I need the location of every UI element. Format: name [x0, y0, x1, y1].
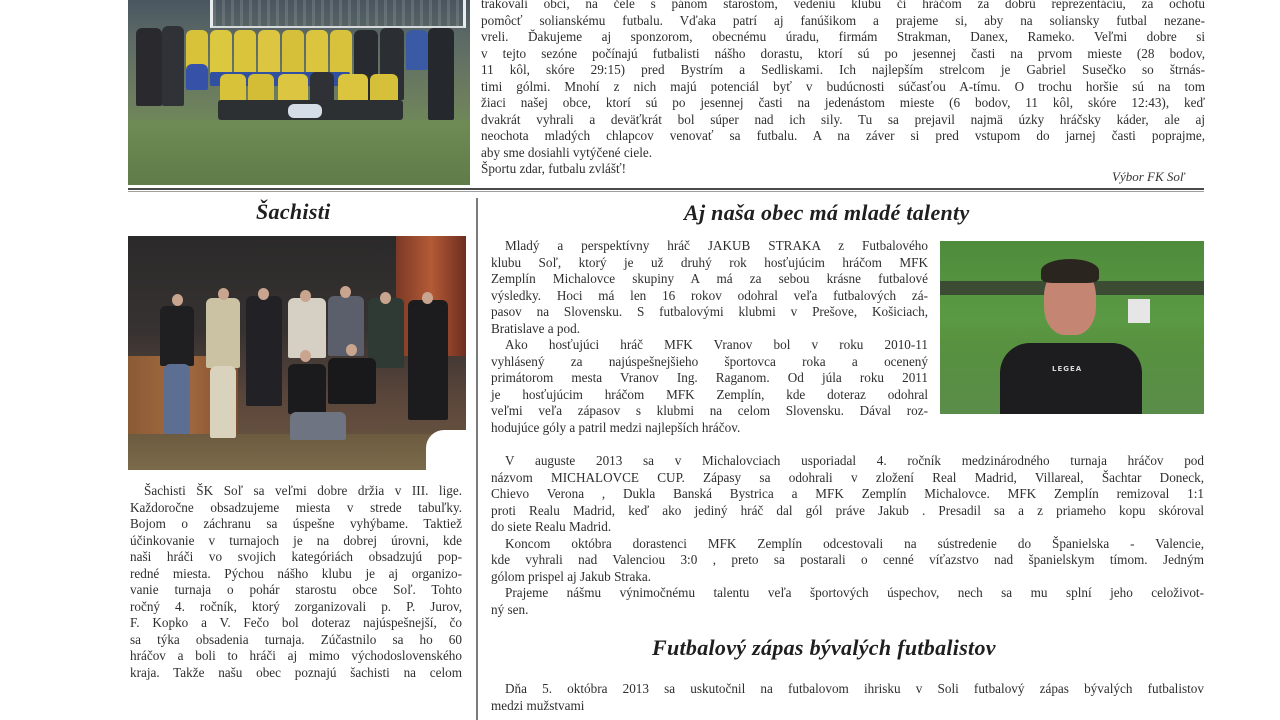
text-line: Šachisti ŠK Soľ sa veľmi dobre držia v III. lige.: [144, 483, 462, 498]
text-line: Bojom o záchranu sa úspešne vyhýbame. Taktiež: [130, 516, 462, 531]
text-line: proti Realu Madrid, keď ako jediný hráč dal gól práve Jakub . Presadil sa a z priameho kopu skóroval: [491, 502, 1204, 518]
talent-text-narrow: [491, 238, 928, 436]
text-line: klubu Soľ, ktorý je už druhý rok hosťujúcim hráčom MFK: [491, 254, 928, 270]
football-report-text: [481, 0, 1205, 178]
text-line: hodujúce góly a patril medzi najlepších hráčov.: [491, 419, 741, 435]
shirt-logo: LEGEA: [1052, 365, 1083, 373]
chess-players-photo: [128, 236, 466, 470]
text-line: výsledky. Hoci má len 16 rokov odohral veľa futbalových zá-: [491, 287, 928, 303]
text-line: Prajeme nášmu výnimočnému talentu veľa športových úspechov, nech sa mu splní jeho celoživot-: [505, 585, 1204, 600]
text-line: Ako hosťujúci hráč MFK Vranov bol v roku 2010-11: [505, 337, 928, 352]
text-line: 11 kôl, skóre 29:15) pred Bystrím a Sedliskami. Ich najlepším strelcom je Gabriel Susečko so štrnás-: [481, 62, 1205, 77]
goal-net: [210, 0, 466, 28]
football-team-photo: [128, 0, 470, 185]
oldboys-text: [491, 681, 1204, 714]
text-line: do siete Realu Madrid.: [491, 519, 612, 534]
text-line: ný sen.: [491, 601, 529, 617]
text-line: Každoročne obsadzujeme miesta v strede tabuľky.: [130, 499, 462, 515]
text-line: veľmi veľa zápasov s klubmi na celom Slovensku. Dával roz-: [491, 403, 928, 418]
text-line: vanie turnaja o pohár starostu obce Soľ. Tohto: [130, 582, 462, 597]
talent-heading: Aj naša obec má mladé talenty: [684, 200, 970, 225]
text-line: Mladý a perspektívny hráč JAKUB STRAKA z Futbalového: [505, 238, 928, 253]
text-line: kraja. Takže našu obec poznajú šachisti na celom: [130, 664, 462, 680]
text-line: žiaci našej obce, ktorí sú po jesennej časti na jedenástom mieste (6 bodov, 11 kôl, skóre 12:43), keď: [481, 95, 1205, 110]
text-line: medzi mužstvami: [491, 697, 585, 713]
text-line: V auguste 2013 sa v Michalovciach usporiadal 4. ročník medzinárodného turnaja hráčov pod: [505, 453, 1204, 468]
text-line: neochota mladých chlapcov venovať sa futbalu. A na záver si pred vstupom do jarnej časti poprajme,: [481, 128, 1205, 143]
jakub-straka-photo: [940, 241, 1204, 414]
text-line: dvakrát vyhrali a deväťkrát bol súper nad ich sily. Tu sa prejavil najmä úzky hráčsky káder, ale aj: [481, 111, 1205, 127]
pitch: [128, 120, 470, 185]
text-line: Chievo Verona , Dukla Banská Bystrica a MFK Zemplín Michalovce. MFK Zemplín remizoval 1:1: [491, 486, 1204, 501]
text-line: v tejto sezóne počínajú futbalisti nášho dorastu, ktorí sú po jesennej časti na prvom mieste (28 bodov,: [481, 45, 1205, 61]
text-line: F. Kopko a V. Fečo bol doteraz najúspešnejší, čo: [130, 615, 462, 630]
text-line: Dňa 5. októbra 2013 sa uskutočnil na futbalovom ihrisku v Soli futbalový zápas bývalých futbalistov: [505, 681, 1204, 696]
text-line: naši hráči vo svojich kategóriách obsadzujú pop-: [130, 549, 462, 564]
text-line: gólom prispel aj Jakub Straka.: [491, 568, 652, 584]
chess-heading: Šachisti: [256, 199, 331, 224]
football-report-signature: Výbor FK Soľ: [1112, 169, 1185, 184]
text-line: je hosťujúcim hráčom MFK Zemplín, kde doteraz odohral: [491, 386, 928, 402]
text-line: redné miesta. Pýchou nášho klubu je aj organizo-: [130, 565, 462, 581]
text-line: pomôcť solianskému futbalu. Vďaka patrí aj fanúšikom a prajeme si, aby na soliansky futbal nezane-: [481, 12, 1205, 28]
text-line: trakovali obci, na čele s pánom starostom, vedeniu klubu či hráčom za dobrú reprezentáciu, za ochotu: [481, 0, 1205, 11]
text-line: názvom MICHALOVCE CUP. Zápasy sa odohrali v zložení Real Madrid, Villareal, Šachtar Doneck,: [491, 469, 1204, 485]
text-line: vreli. Ďakujeme aj sponzorom, obecnému úradu, firmám Strakman, Danex, Rameko. Veľmi dobre si: [481, 29, 1205, 44]
text-line: Športu zdar, futbalu zvlášť!: [481, 161, 626, 176]
section-divider: [128, 188, 1204, 190]
text-line: primátorom mesta Vranov Ing. Raganom. Od júla roku 2011: [491, 370, 928, 385]
section-divider-shadow: [128, 191, 1204, 192]
text-line: hráčov a boli to hráči aj mimo východoslovenského: [130, 648, 462, 663]
text-line: kde vyhrali nad Valenciou 3:0 , preto sa postarali o cenné víťazstvo nad španielskym tímom. Jedným: [491, 552, 1204, 567]
text-line: sa týka obsadenia turnaja. Zúčastnilo sa ho 60: [130, 631, 462, 647]
oldboys-heading: Futbalový zápas bývalých futbalistov: [652, 635, 996, 660]
column-divider: [476, 198, 478, 720]
text-line: ročný 4. ročník, ktorý zorganizovali p. P. Jurov,: [130, 598, 462, 614]
text-line: pasov na Slovensku. S futbalovými klubmi v Prešove, Košiciach,: [491, 304, 928, 319]
text-line: Bratislave a pod.: [491, 320, 580, 336]
text-line: timi gólmi. Mnohí z nich majú potenciál byť v budúcnosti súčasťou A-tímu. O trochu horšie sú na tom: [481, 78, 1205, 94]
text-line: Koncom októbra dorastenci MFK Zemplín odcestovali na sústredenie do Španielska - Valencie,: [505, 535, 1204, 551]
chess-text: [130, 483, 462, 681]
text-line: vyhlásený za najúspešnejšieho športovca roka a ocenený: [491, 353, 928, 369]
text-line: účinkovanie v turnajoch je na dobrej úrovni, kde: [130, 532, 462, 548]
talent-text-wide: [491, 453, 1204, 618]
text-line: Zemplín Michalovce skupiny A má za sebou krásne futbalové: [491, 271, 928, 286]
text-line: aby sme dosiahli vytýčené ciele.: [481, 144, 653, 160]
